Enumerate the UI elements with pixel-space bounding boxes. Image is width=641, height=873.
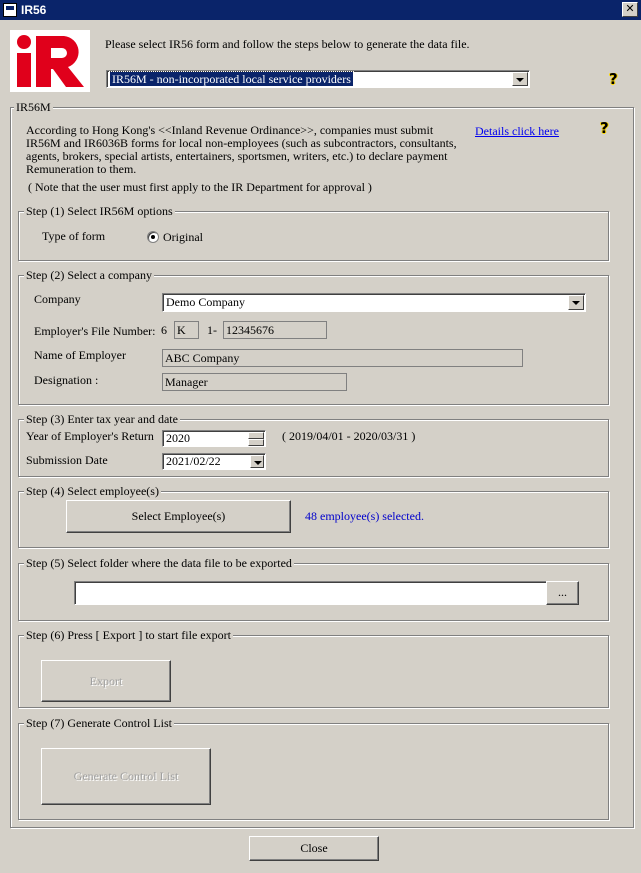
step1-legend: Step (1) Select IR56M options bbox=[26, 204, 173, 218]
instruction-text: Please select IR56 form and follow the steps below to generate the data file. bbox=[105, 37, 470, 51]
tax-year-label: Year of Employer's Return bbox=[26, 429, 154, 443]
step7-legend: Step (7) Generate Control List bbox=[26, 716, 172, 730]
close-button[interactable]: Close bbox=[249, 836, 379, 861]
file-number-prefix: 6 bbox=[161, 323, 167, 337]
submission-date-label: Submission Date bbox=[26, 453, 108, 467]
file-number-separator: 1- bbox=[207, 323, 217, 337]
window-close-button[interactable]: ✕ bbox=[622, 2, 638, 17]
file-number-field: 12345676 bbox=[223, 321, 327, 339]
tax-period-text: ( 2019/04/01 - 2020/03/31 ) bbox=[282, 429, 416, 443]
title-bar bbox=[0, 0, 641, 20]
employer-name-label: Name of Employer bbox=[34, 348, 126, 362]
form-type-value: IR56M - non-incorporated local service providers bbox=[112, 72, 351, 86]
chevron-down-icon[interactable] bbox=[568, 295, 584, 310]
ir-logo-icon bbox=[10, 30, 90, 92]
select-employees-button[interactable]: Select Employee(s) bbox=[66, 500, 291, 533]
export-button[interactable]: Export bbox=[41, 660, 171, 702]
step1-group bbox=[18, 211, 609, 261]
step2-legend: Step (2) Select a company bbox=[26, 268, 152, 282]
step6-legend: Step (6) Press [ Export ] to start file export bbox=[26, 628, 231, 642]
file-number-letter: K bbox=[174, 321, 199, 339]
window-title: IR56 bbox=[21, 3, 47, 17]
help-icon[interactable]: ? bbox=[609, 70, 618, 88]
submission-date-value: 2021/02/22 bbox=[166, 454, 221, 468]
step3-group bbox=[18, 419, 609, 477]
ir56m-description: According to Hong Kong's <<Inland Revenue Ordinance>>, companies must submit IR56M and IR6036B forms for local non-employees (such as subcontractors, consultants, agents, brokers, special artists, entertainers, sportsmen, writers, etc.) to declare payment Remuneration to them. bbox=[26, 123, 457, 176]
ir56m-note: ( Note that the user must first apply to the IR Department for approval ) bbox=[28, 180, 372, 194]
designation-field: Manager bbox=[162, 373, 347, 391]
company-select[interactable] bbox=[162, 293, 586, 312]
ir56m-legend: IR56M bbox=[16, 100, 51, 114]
spinner-arrows-icon[interactable] bbox=[248, 432, 264, 445]
employer-name-field: ABC Company bbox=[162, 349, 523, 367]
details-link[interactable]: Details click here bbox=[475, 124, 559, 138]
export-folder-input[interactable] bbox=[74, 581, 547, 605]
designation-label: Designation : bbox=[34, 373, 99, 387]
step4-legend: Step (4) Select employee(s) bbox=[26, 484, 159, 498]
employees-selected-status: 48 employee(s) selected. bbox=[305, 509, 424, 523]
type-of-form-label: Type of form bbox=[42, 229, 106, 243]
company-value: Demo Company bbox=[166, 295, 245, 309]
original-radio-label[interactable]: Original bbox=[163, 230, 203, 244]
floppy-disk-icon bbox=[3, 3, 17, 17]
file-number-label: Employer's File Number: bbox=[34, 324, 156, 338]
step5-legend: Step (5) Select folder where the data file to be exported bbox=[26, 556, 292, 570]
form-type-select[interactable] bbox=[106, 70, 530, 88]
tax-year-value: 2020 bbox=[166, 431, 190, 445]
browse-folder-button[interactable]: ... bbox=[546, 581, 579, 605]
submission-date-picker[interactable] bbox=[162, 453, 266, 470]
company-label: Company bbox=[34, 292, 81, 306]
chevron-down-icon[interactable] bbox=[512, 72, 528, 86]
tax-year-stepper[interactable] bbox=[162, 430, 266, 447]
generate-control-list-button[interactable]: Generate Control List bbox=[41, 748, 211, 805]
original-radio[interactable] bbox=[147, 231, 159, 243]
step3-legend: Step (3) Enter tax year and date bbox=[26, 412, 178, 426]
ir-logo bbox=[10, 30, 90, 92]
chevron-down-icon[interactable] bbox=[250, 455, 264, 468]
ir56m-help-icon[interactable]: ? bbox=[600, 119, 609, 137]
